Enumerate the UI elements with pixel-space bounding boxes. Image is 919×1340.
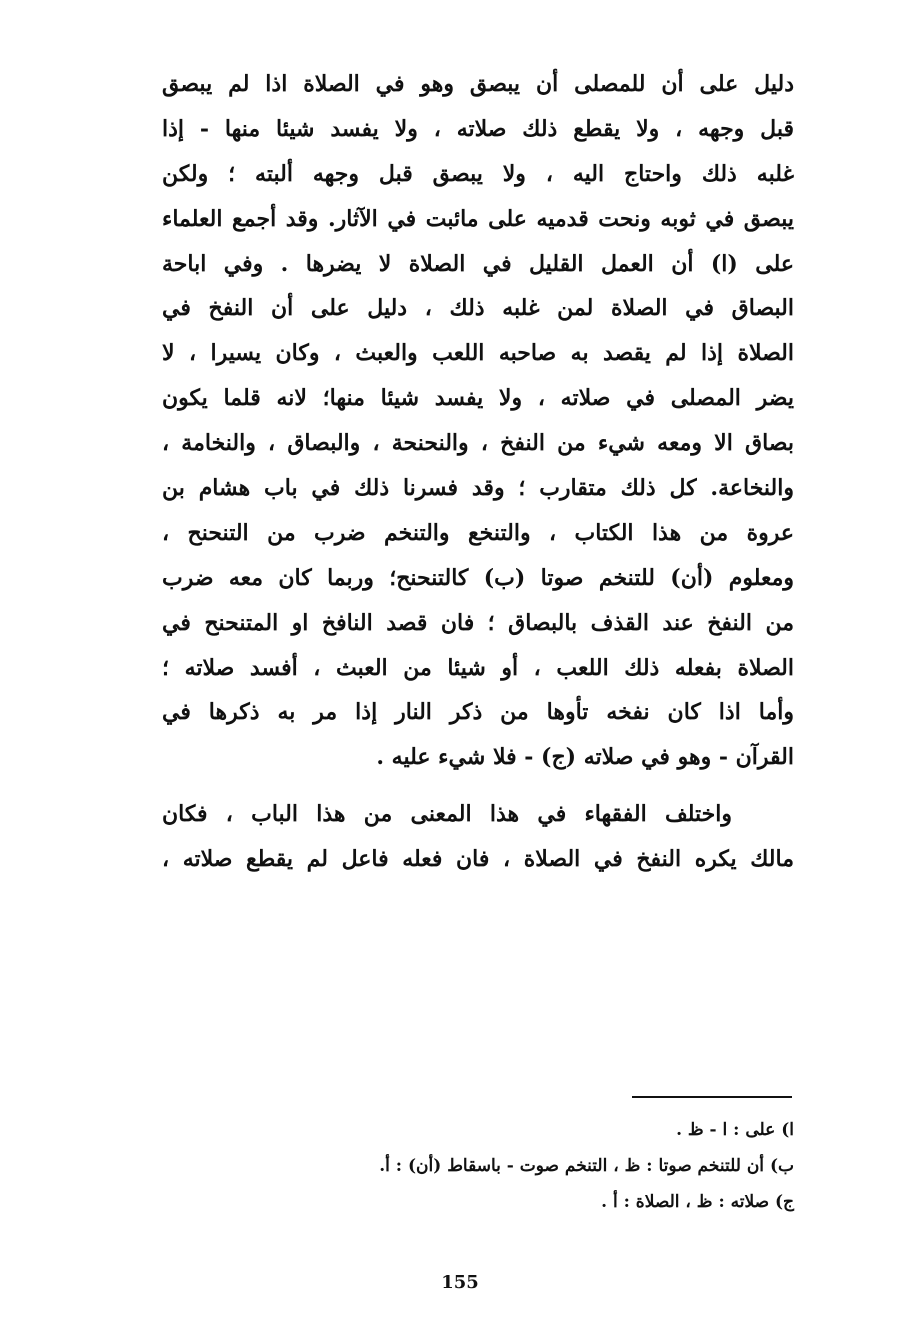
text-line: يضر المصلى في صلاته ، ولا يفسد شيئا منها؛ لانه قلما يكون: [162, 385, 794, 412]
footnote: ب) أن للتنخم صوتا : ظ ، التنخم صوت - باسقاط (أن) : أ.: [379, 1156, 794, 1176]
footnote: ج) صلاته : ظ ، الصلاة : أ .: [601, 1192, 794, 1212]
text-line: مالك يكره النفخ في الصلاة ، فان فعله فاعل لم يقطع صلاته ،: [162, 845, 794, 872]
text-line: والنخاعة. كل ذلك متقارب ؛ وقد فسرنا ذلك في باب هشام بن: [162, 475, 794, 502]
text-line: غلبه ذلك واحتاج اليه ، ولا يبصق قبل وجهه ألبته ؛ ولكن: [162, 160, 794, 187]
text-line: على (ا) أن العمل القليل في الصلاة لا يضرها . وفي اباحة: [162, 250, 794, 277]
footnote-divider: [632, 1096, 792, 1098]
text-line: دليل على أن للمصلى أن يبصق وهو في الصلاة اذا لم يبصق: [162, 71, 794, 97]
footnote: ا) على : ا - ظ .: [676, 1120, 794, 1140]
page-number: 155: [441, 1272, 479, 1293]
main-paragraph: [162, 62, 794, 780]
text-line: وأما اذا كان نفخه تأوها من ذكر النار إذا مر به ذكرها في: [162, 699, 794, 726]
text-line: يبصق في ثوبه ونحت قدميه على مائبت في الآثار. وقد أجمع العلماء: [162, 205, 794, 232]
text-line: قبل وجهه ، ولا يقطع ذلك صلاته ، ولا يفسد شيئا منها - إذا: [162, 115, 794, 142]
text-line: القرآن - وهو في صلاته (ج) - فلا شيء عليه .: [376, 744, 794, 771]
text-line: عروة من هذا الكتاب ، والتنخع والتنخم ضرب من التنحنح ،: [162, 519, 794, 546]
text-line: الصلاة بفعله ذلك اللعب ، أو شيئا من العبث ، أفسد صلاته ؛: [162, 654, 794, 681]
text-line: البصاق في الصلاة لمن غلبه ذلك ، دليل على أن النفخ في: [162, 295, 794, 322]
text-line: واختلف الفقهاء في هذا المعنى من هذا الباب ، فكان: [162, 801, 732, 827]
footnotes: [240, 1112, 794, 1220]
text-line: الصلاة إذا لم يقصد به صاحبه اللعب والعبث ، وكان يسيرا ، لا: [162, 340, 794, 367]
text-line: ومعلوم (أن) للتنخم صوتا (ب) كالتنحنح؛ وربما كان معه ضرب: [162, 564, 794, 591]
text-line: بصاق الا ومعه شيء من النفخ ، والنحنحة ، والبصاق ، والنخامة ،: [162, 430, 794, 457]
text-line: من النفخ عند القذف بالبصاق ؛ فان قصد النافخ او المتنحنح في: [162, 609, 794, 636]
second-paragraph: [162, 792, 794, 882]
